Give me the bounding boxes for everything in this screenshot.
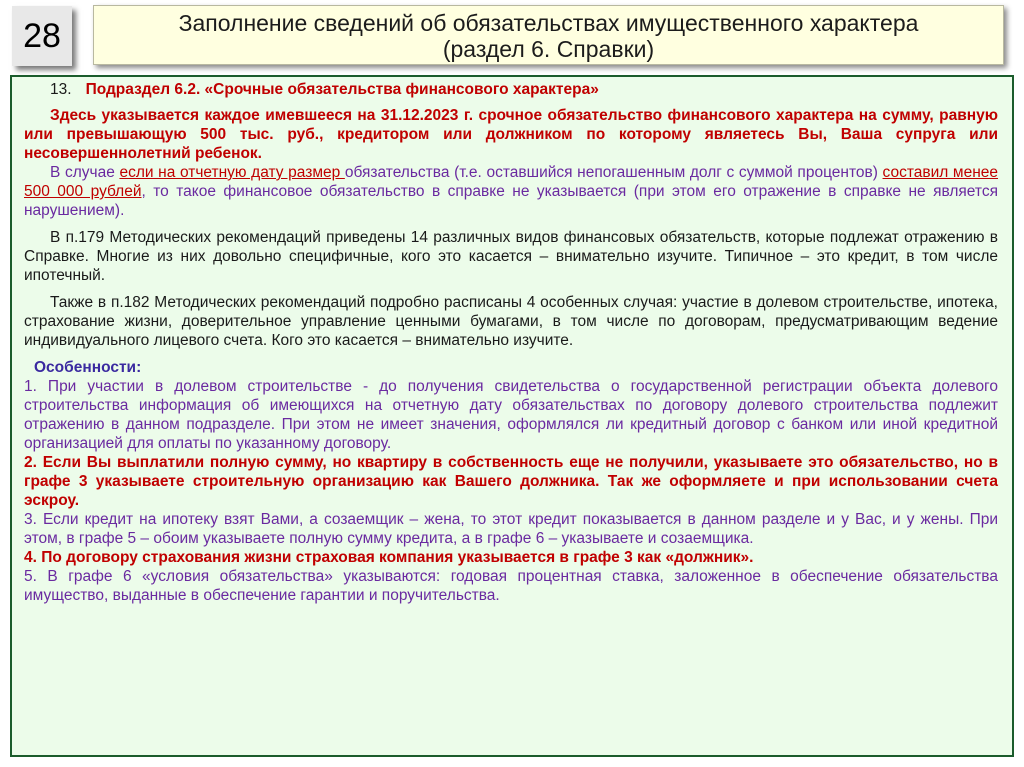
feature-item-3: 3. Если кредит на ипотеку взят Вами, а созаемщик – жена, то этот кредит показывается в данном разделе и у Вас, и у жены. При этом, в графе 5 – обоим указываете полную сумму кредита, а в графе 6 – указываете и созаемщика. <box>24 511 998 547</box>
threshold-text-3: , то такое финансовое обязательство в справке не указывается (при этом его отражение в справке не является нарушением). <box>24 183 998 219</box>
feature-item-1: 1. При участии в долевом строительстве - до получения свидетельства о государственной регистрации объекта долевого строительства информация об имеющихся на отчетную дату обязательствах по договору долевого строительства подлежит отражению в данном подразделе. При этом не имеет значения, оформлялся ли кредитный договор с банком или иной кредитной организацией для оплаты по указанному договору. <box>24 378 998 452</box>
slide-title <box>93 5 1004 65</box>
threshold-text-1: В случае <box>50 164 120 181</box>
paragraph-main-rule: Здесь указывается каждое имевшееся на 31.12.2023 г. срочное обязательство финансового характера на сумму, равную или превышающую 500 тыс. руб., кредитором или должником по которому являетесь Вы, Ваша супруга или несовершеннолетний ребенок. <box>24 107 998 162</box>
feature-item-2: 2. Если Вы выплатили полную сумму, но квартиру в собственность еще не получили, указываете это обязательство, но в графе 3 указываете строительную организацию как Вашего должника. Так же оформляете и при использовании счета эскроу. <box>24 454 998 509</box>
subsection-number: 13. <box>50 81 72 98</box>
paragraph-p182: Также в п.182 Методических рекомендаций подробно расписаны 4 особенных случая: участие в долевом строительстве, ипотека, страхование жизни, доверительное управление ценными бумагами, в том числе по договорам, предусматривающим ведение индивидуального лицевого счета. Кого это касается – внимательно изучите. <box>24 294 998 349</box>
content-panel <box>10 75 1014 757</box>
slide-title-line1: Заполнение сведений об обязательствах имущественного характера <box>178 10 919 36</box>
threshold-underlined-1: если на отчетную дату размер <box>119 164 345 181</box>
feature-item-4: 4. По договору страхования жизни страховая компания указывается в графе 3 как «должник». <box>24 549 754 566</box>
slide-title-line2: (раздел 6. Справки) <box>442 36 655 62</box>
features-heading: Особенности: <box>34 359 142 376</box>
subsection-title: Подраздел 6.2. «Срочные обязательства финансового характера» <box>85 81 599 98</box>
paragraph-p179: В п.179 Методических рекомендаций приведены 14 различных видов финансовых обязательств, которые подлежат отражению в Справке. Многие из них довольно специфичные, кого это касается – внимательно изучите. Типичное – это кредит, в том числе ипотечный. <box>24 229 998 284</box>
slide-number: 28 <box>23 16 61 55</box>
subsection-heading <box>24 80 998 99</box>
threshold-underlined-2: составил менее 500 000 рублей <box>24 164 999 200</box>
threshold-text-2: обязательства (т.е. оставшийся непогашенным долг с суммой процентов) <box>344 164 883 181</box>
feature-item-5: 5. В графе 6 «условия обязательства» указываются: годовая процентная ставка, заложенное в обеспечение обязательства имущество, выданные в обеспечение гарантии и поручительства. <box>24 568 998 604</box>
paragraph-threshold-note <box>24 163 998 220</box>
slide-number-box <box>12 6 72 66</box>
